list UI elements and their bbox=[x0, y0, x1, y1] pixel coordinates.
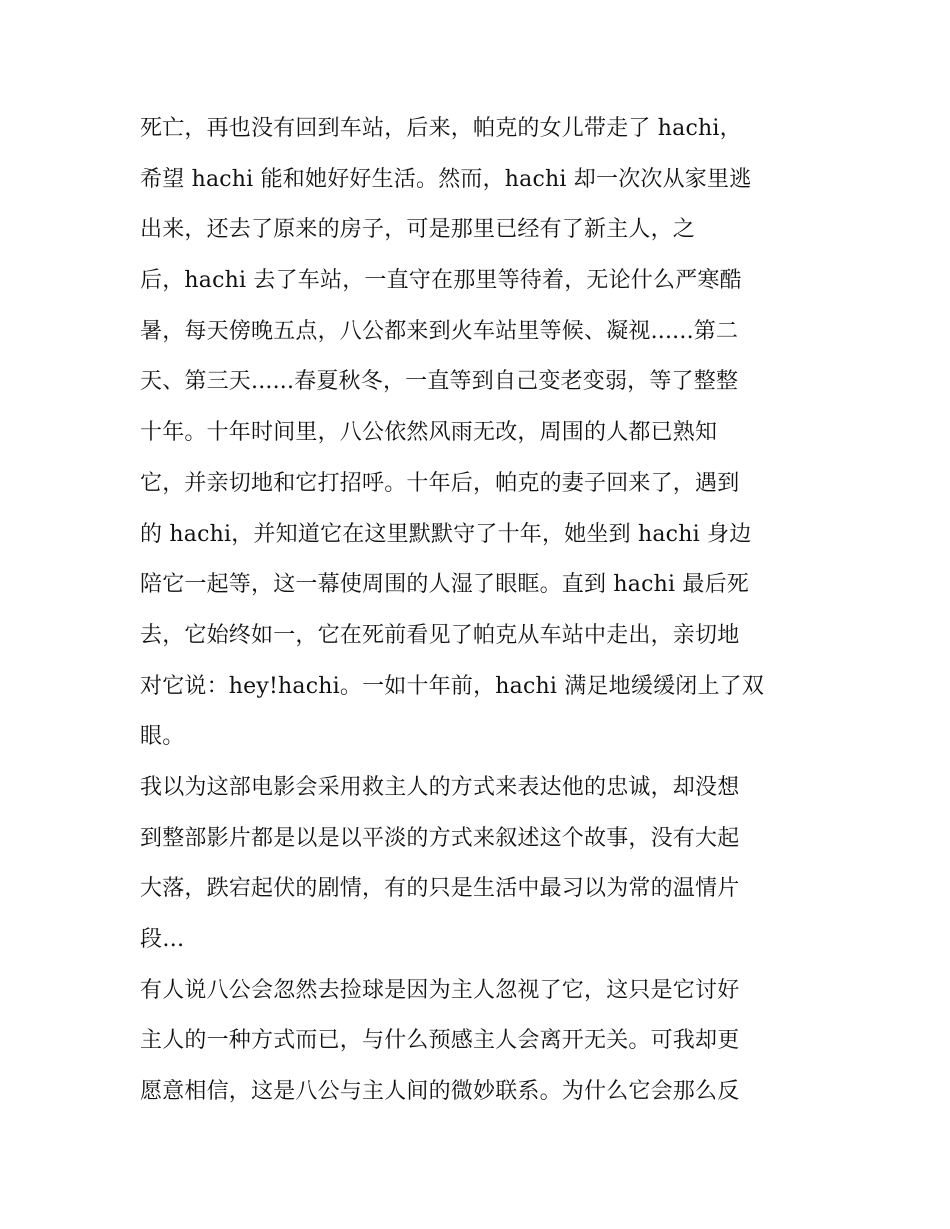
text-line: 后，hachi 去了车站，一直守在那里等待着，无论什么严寒酷 bbox=[140, 268, 742, 294]
text-line: 的 hachi，并知道它在这里默默守了十年，她坐到 hachi 身边 bbox=[140, 521, 752, 547]
text-line: 它，并亲切地和它打招呼。十年后，帕克的妻子回来了，遇到 bbox=[140, 470, 740, 496]
text-line: 大落，跌宕起伏的剧情，有的只是生活中最习以为常的温情片 bbox=[140, 876, 740, 902]
text-line: 我以为这部电影会采用救主人的方式来表达他的忠诚，却没想 bbox=[140, 774, 740, 800]
text-line: 愿意相信，这是八公与主人间的微妙联系。为什么它会那么反 bbox=[140, 1079, 740, 1105]
text-line: 陪它一起等，这一幕使周围的人湿了眼眶。直到 hachi 最后死 bbox=[140, 572, 749, 598]
text-line: 到整部影片都是以是以平淡的方式来叙述这个故事，没有大起 bbox=[140, 825, 740, 851]
paragraph-film-style bbox=[140, 763, 830, 966]
text-line: 段… bbox=[140, 927, 185, 952]
text-line: 十年。十年时间里，八公依然风雨无改，周围的人都已熟知 bbox=[140, 420, 718, 446]
text-line: 死亡，再也没有回到车站，后来，帕克的女儿带走了 hachi， bbox=[140, 116, 742, 141]
text-line: 天、第三天......春夏秋冬，一直等到自己变老变弱，等了整整 bbox=[140, 369, 739, 395]
text-line: 有人说八公会忽然去捡球是因为主人忽视了它，这只是它讨好 bbox=[140, 977, 740, 1003]
paragraph-hachi-waiting bbox=[140, 104, 830, 763]
text-line: 出来，还去了原来的房子，可是那里已经有了新主人，之 bbox=[140, 217, 696, 243]
text-line: 暑，每天傍晚五点，八公都来到火车站里等候、凝视......第二 bbox=[140, 318, 739, 344]
paragraph-ball-fetching bbox=[140, 966, 830, 1118]
text-line: 眼。 bbox=[140, 724, 185, 750]
text-line: 对它说：hey!hachi。一如十年前，hachi 满足地缓缓闭上了双 bbox=[140, 673, 765, 699]
text-line: 主人的一种方式而已，与什么预感主人会离开无关。可我却更 bbox=[140, 1028, 740, 1054]
text-line: 去，它始终如一，它在死前看见了帕克从车站中走出，亲切地 bbox=[140, 622, 740, 648]
text-line: 希望 hachi 能和她好好生活。然而，hachi 却一次次从家里逃 bbox=[140, 166, 752, 192]
document-body bbox=[140, 104, 830, 1118]
